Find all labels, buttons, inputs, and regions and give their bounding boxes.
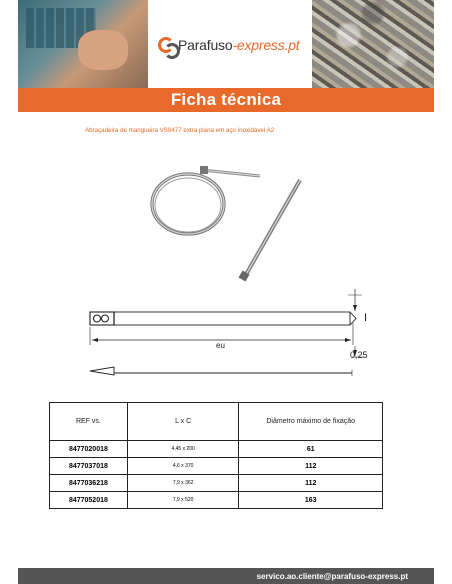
row-ref: 8477020018 — [50, 441, 128, 458]
brand-logo — [158, 34, 300, 56]
contact-email[interactable]: servico.ao.cliente@parafuso-express.pt — [256, 571, 408, 581]
table-row — [50, 441, 383, 458]
row-ref: 8477052018 — [50, 492, 128, 509]
row-dims: 4,6 x 370 — [127, 458, 239, 475]
row-ref: 8477036218 — [50, 475, 128, 492]
table-row — [50, 458, 383, 475]
header-dims: L x C — [127, 403, 239, 441]
header-ref: REF vs. — [50, 403, 128, 441]
table-row — [50, 475, 383, 492]
table-row — [50, 492, 383, 509]
technical-drawing — [80, 283, 380, 383]
length-label: eu — [216, 341, 225, 350]
header-diameter: Diâmetro máximo de fixação — [239, 403, 383, 441]
row-dims: 4,45 x 200 — [127, 441, 239, 458]
row-dims: 7,9 x 520 — [127, 492, 239, 509]
width-label: I — [364, 312, 368, 324]
page-title: Ficha técnica — [170, 90, 282, 109]
brand-name: Parafuso-express.pt — [178, 37, 300, 53]
title-banner — [18, 88, 434, 112]
logo-icon — [158, 37, 174, 53]
page-footer — [18, 568, 434, 584]
row-dims: 7,9 x 362 — [127, 475, 239, 492]
product-photo — [140, 150, 310, 290]
page-header — [18, 0, 434, 112]
table-header-row — [50, 403, 383, 441]
row-diameter: 163 — [239, 492, 383, 509]
thickness-label: 0,25 — [350, 350, 368, 360]
row-ref: 8477037018 — [50, 458, 128, 475]
header-photo-hands — [18, 0, 148, 88]
header-photo-screws — [312, 0, 434, 88]
row-diameter: 61 — [239, 441, 383, 458]
row-diameter: 112 — [239, 458, 383, 475]
spec-table — [49, 402, 383, 509]
row-diameter: 112 — [239, 475, 383, 492]
product-name: Abraçadeira de mangueira VS8477 extra plana em aço inoxidável A2 — [85, 127, 275, 134]
